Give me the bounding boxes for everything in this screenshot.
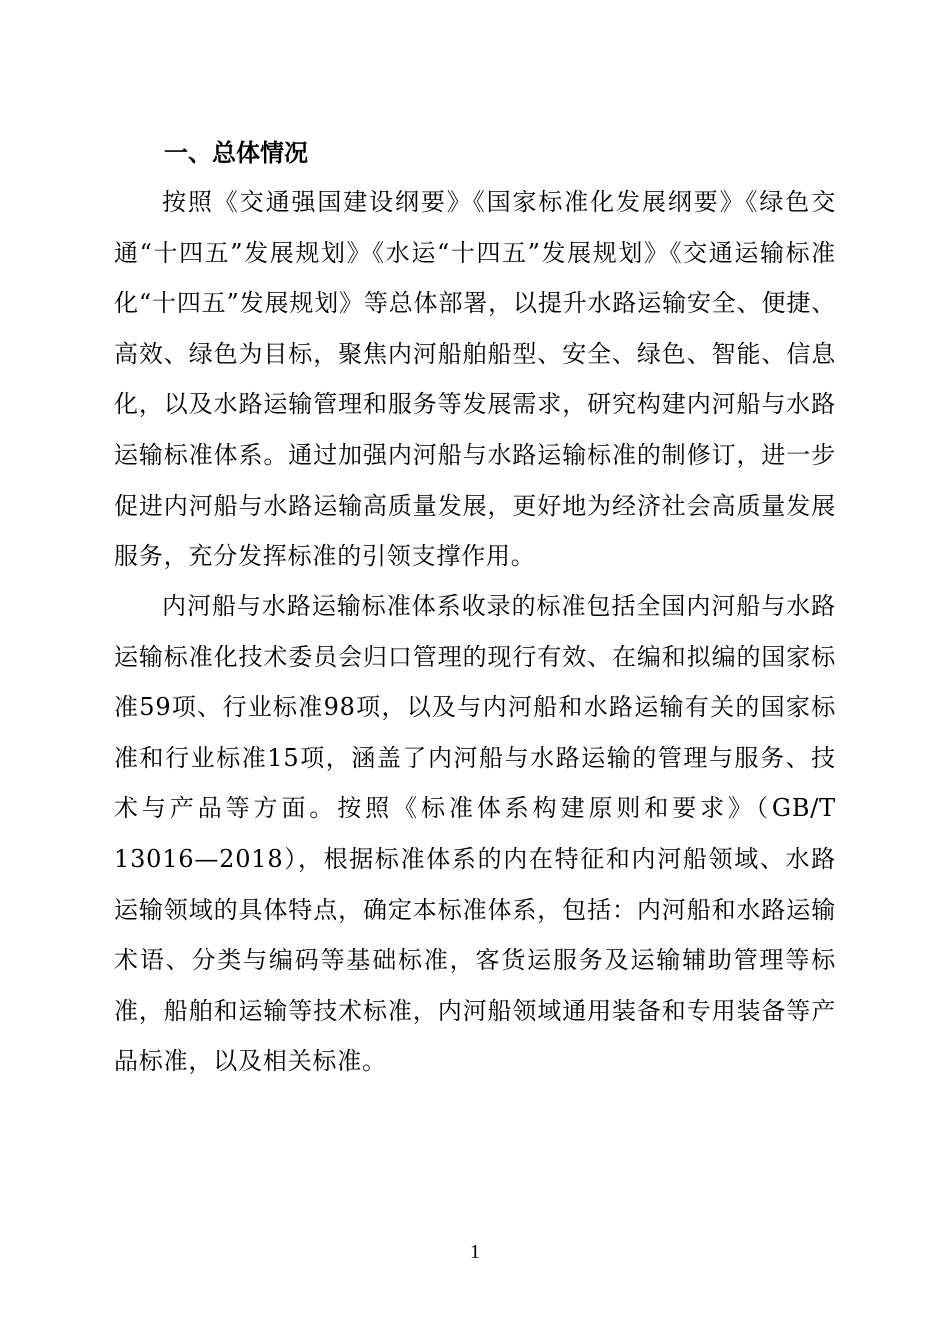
body-paragraph-1: 按照《交通强国建设纲要》《国家标准化发展纲要》《绿色交通“十四五”发展规划》《水运“十四五”发展规划》《交通运输标准化“十四五”发展规划》等总体部署，以提升水路运输安全、便捷、高效、绿色为目标，聚焦内河船舶船型、安全、绿色、智能、信息化，以及水路运输管理和服务等发展需求，研究构建内河船与水路运输标准体系。通过加强内河船与水路运输标准的制修订，进一步促进内河船与水路运输高质量发展，更好地为经济社会高质量发展服务，充分发挥标准的引领支撑作用。 <box>114 188 836 571</box>
body-paragraph-2: 内河船与水路运输标准体系收录的标准包括全国内河船与水路运输标准化技术委员会归口管理的现行有效、在编和拟编的国家标准59项、行业标准98项，以及与内河船和水路运输有关的国家标准和行业标准15项，涵盖了内河船与水路运输的管理与服务、技术与产品等方面。按照《标准体系构建原则和要求》（GB/T 13016—2018），根据标准体系的内在特征和内河船领域、水路运输领域的具体特点，确定本标准体系，包括：内河船和水路运输术语、分类与编码等基础标准，客货运服务及运输辅助管理等标准，船舶和运输等技术标准，内河船领域通用装备和专用装备等产品标准，以及相关标准。 <box>114 592 836 1076</box>
page-number: 1 <box>470 1241 480 1263</box>
section-heading: 一、总体情况 <box>164 139 308 167</box>
